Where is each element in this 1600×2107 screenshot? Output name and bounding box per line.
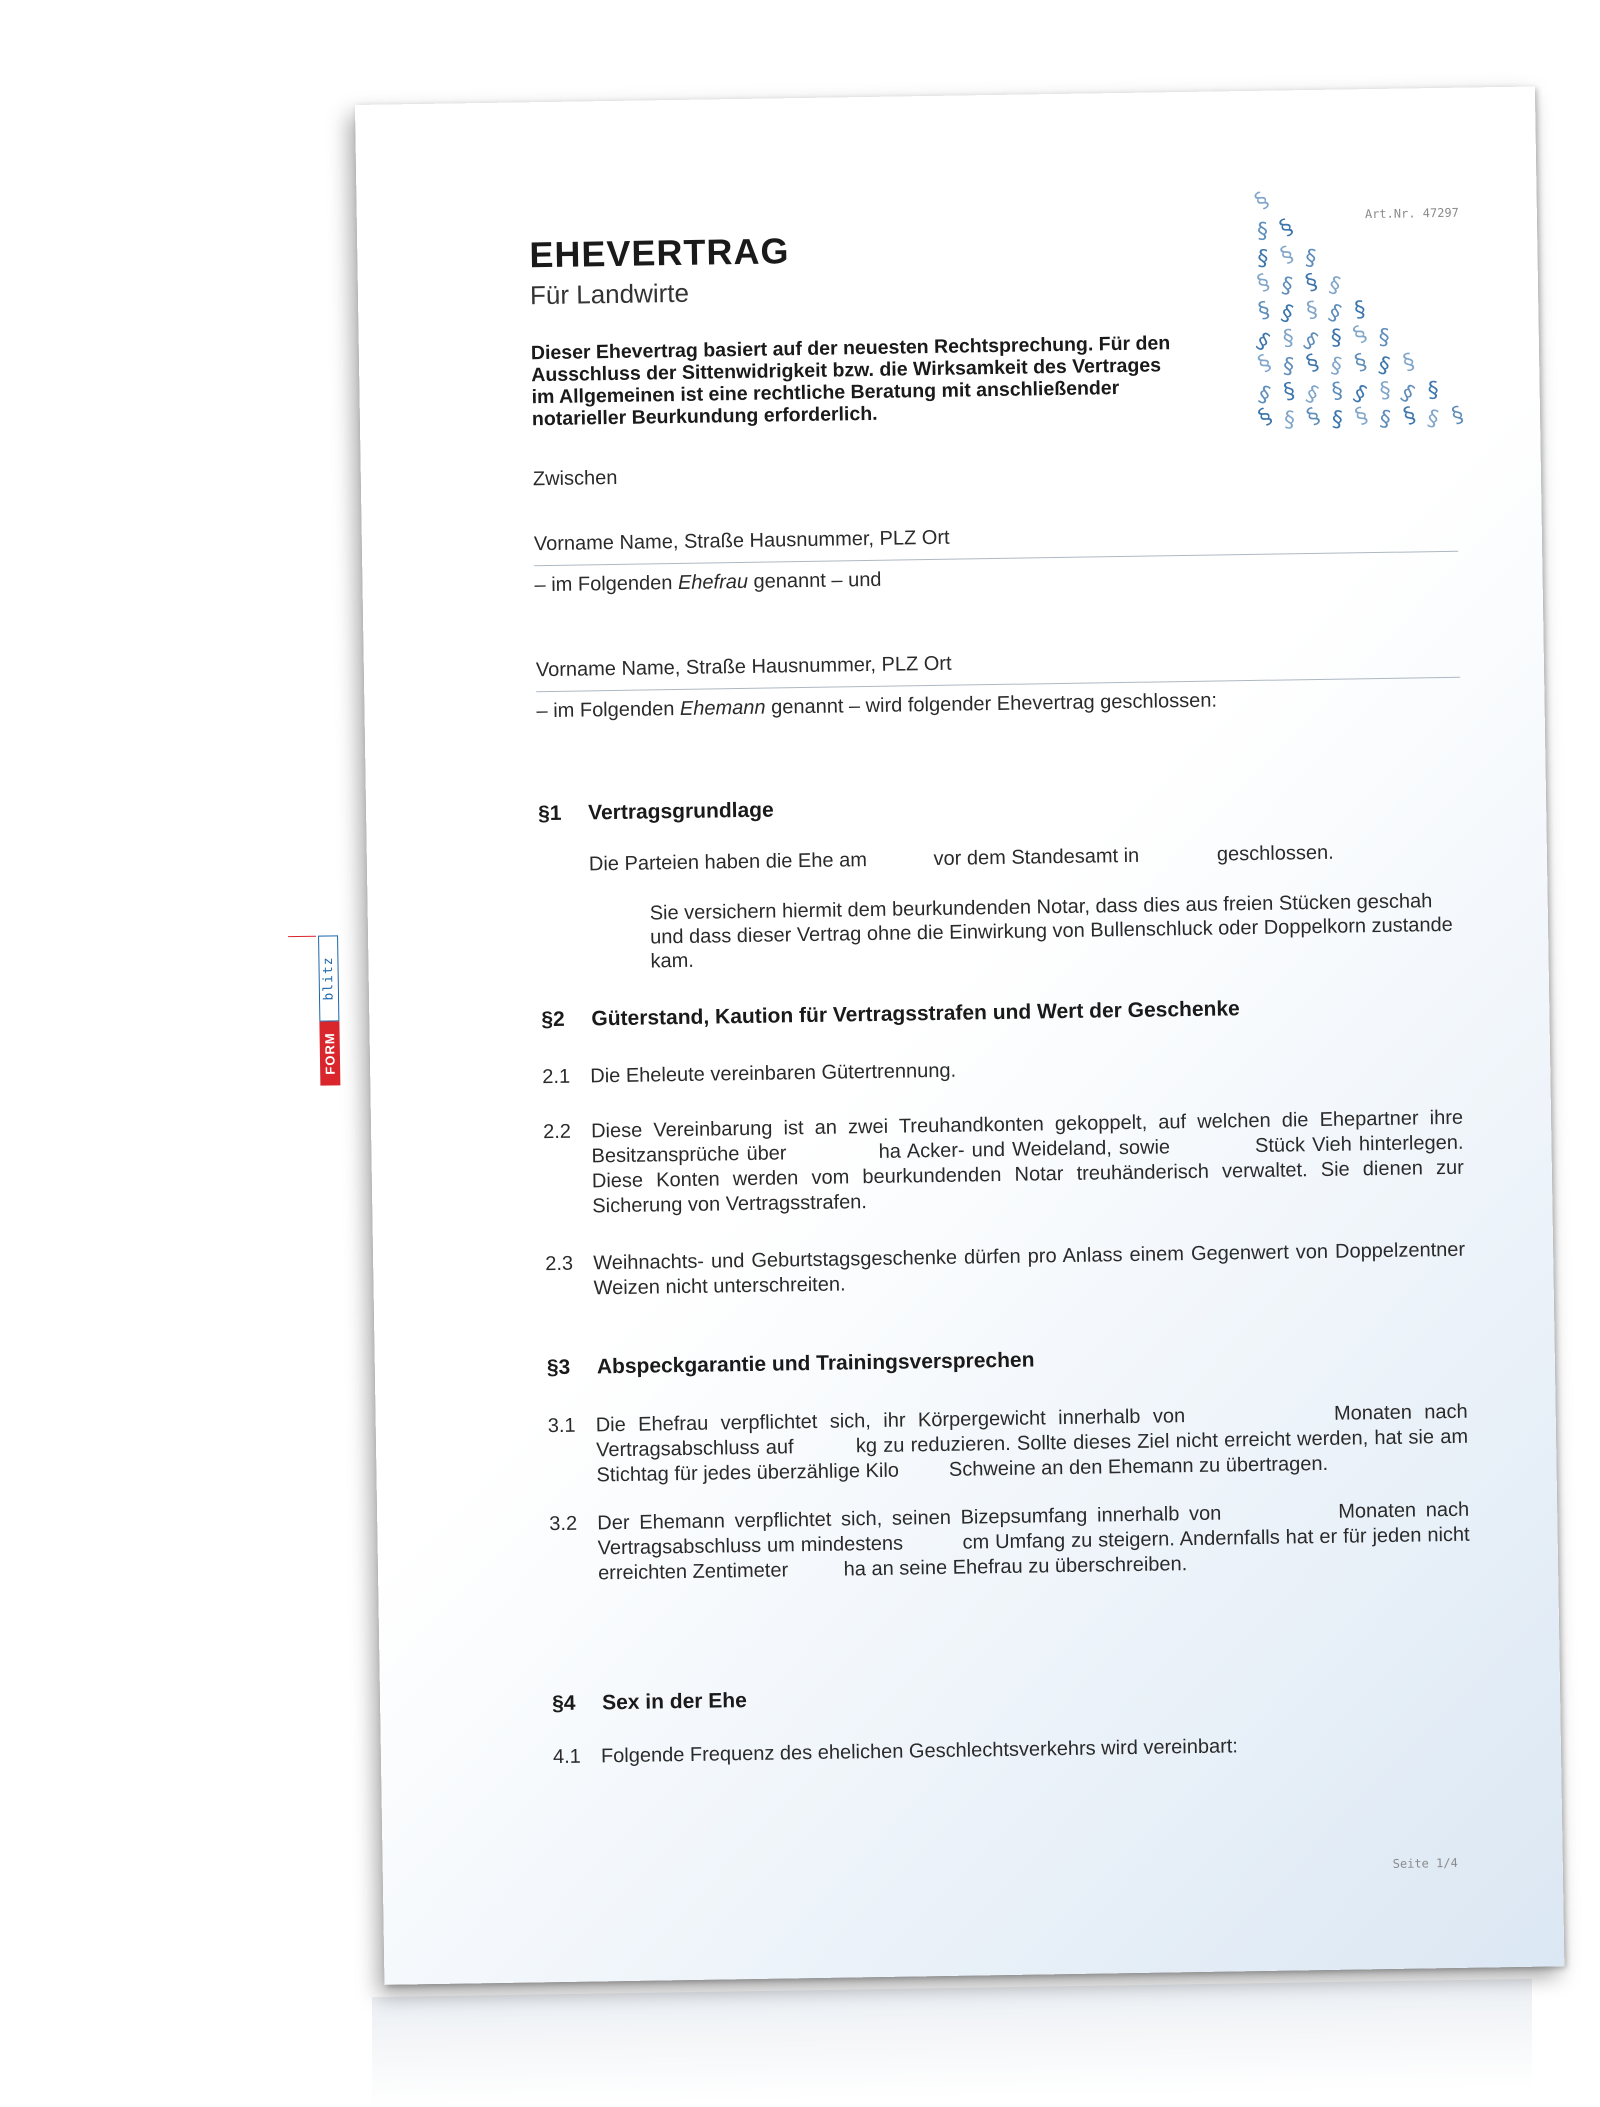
svg-text:§: §	[1378, 378, 1392, 404]
section-2-number: §2	[541, 1007, 565, 1032]
svg-text:§: §	[1330, 406, 1345, 433]
svg-text:§: §	[1424, 405, 1442, 433]
clause-3-1	[547, 1400, 1474, 1489]
svg-text:§: §	[1303, 245, 1319, 272]
svg-text:§: §	[1302, 349, 1324, 377]
clause-2-3-number: 2.3	[545, 1252, 574, 1276]
svg-text:§: §	[1253, 269, 1274, 297]
svg-text:§: §	[1348, 321, 1372, 349]
svg-text:§: §	[1302, 403, 1325, 431]
svg-text:§: §	[1277, 300, 1297, 328]
clause-2-2	[542, 1106, 1470, 1220]
intro-notice: Dieser Ehevertrag basiert auf der neuesten Rechtsprechung. Für den Ausschluss der Sittenwidrigkeit bzw. die Wirksamkeit des Vertrages im Allgemeinen ist eine rechtliche Beratung mit anschließender notarieller Beurkundung erforderlich.	[530, 332, 1171, 431]
formblitz-logo	[318, 935, 340, 1085]
svg-text:§: §	[1281, 353, 1296, 380]
svg-text:§: §	[1299, 327, 1322, 355]
clause-3-2-number: 3.2	[549, 1512, 578, 1536]
clause-2-3-text: Weihnachts- und Geburtstagsgeschenke dürfen pro Anlass einem Gegenwert von Doppelzentner Weizen nicht unterschreiten.	[593, 1238, 1466, 1300]
between-label: Zwischen	[532, 466, 618, 491]
clause-2-2-number: 2.2	[542, 1120, 572, 1144]
svg-text:§: §	[1254, 381, 1274, 409]
section-4-heading	[552, 1689, 747, 1716]
clause-2-1-text: Die Eheleute vereinbaren Gütertrennung.	[590, 1059, 957, 1088]
svg-text:§: §	[1399, 402, 1420, 430]
svg-text:§: §	[1324, 299, 1345, 328]
section-1-lead: Die Parteien haben die Ehe am vor dem Standesamt in geschlossen.	[588, 841, 1334, 876]
party2-role-name: Ehemann	[679, 696, 766, 720]
svg-text:§: §	[1325, 272, 1344, 300]
svg-text:§: §	[1255, 297, 1273, 325]
party2-address: Vorname Name, Straße Hausnummer, PLZ Ort	[535, 652, 952, 682]
section-4-number: §4	[551, 1691, 576, 1716]
page-number: Seite 1/4	[1392, 1855, 1458, 1871]
svg-text:§: §	[1281, 378, 1298, 406]
clause-2-1	[542, 1051, 1462, 1090]
section-3-heading	[547, 1348, 1035, 1380]
clause-3-1-text: Die Ehefrau verpflichtet sich, ihr Körpergewicht innerhalb von Monaten nach Vertragsabschluss auf kg zu reduzieren. Sollte dieses Ziel nicht erreicht werden, hat sie am Stichtag für jedes überzählige Kilo Schweine an den Ehemann zu übertragen.	[595, 1400, 1474, 1487]
clause-2-1-number: 2.1	[542, 1065, 571, 1089]
document-title: EHEVERTRAG	[529, 230, 790, 276]
article-number: Art.Nr. 47297	[1364, 205, 1459, 222]
section-1-text: Sie versichern hiermit dem beurkundenden Notar, dass dies aus freien Stücken geschah und dass dieser Vertrag ohne die Einwirkung von Bullenschluck oder Doppelkorn zustande kam.	[649, 890, 1453, 973]
clause-4-1-number: 4.1	[552, 1745, 581, 1769]
clause-2-3	[545, 1238, 1466, 1302]
svg-text:§: §	[1275, 214, 1298, 242]
svg-text:§: §	[1349, 380, 1371, 408]
paragraph-symbol-pattern-icon	[1244, 187, 1478, 451]
svg-text:§: §	[1399, 348, 1418, 376]
svg-text:§: §	[1278, 272, 1296, 300]
section-3-number: §3	[546, 1355, 571, 1380]
contract-page	[320, 86, 1564, 1984]
section-2-title: Güterstand, Kaution für Vertragsstrafen und Wert der Geschenke	[591, 997, 1240, 1031]
clause-3-2-text: Der Ehemann verpflichtet sich, seinen Bizepsumfang innerhalb von Monaten nach Vertragsabschluss um mindestens cm Umfang zu steigern. Andernfalls hat er für jeden nicht erreichten Zentimeter ha an seine Ehefrau zu überschreiben.	[597, 1498, 1476, 1585]
svg-text:§: §	[1301, 381, 1323, 409]
svg-text:§: §	[1351, 402, 1373, 430]
page-reflection	[372, 1979, 1532, 2107]
svg-text:§: §	[1427, 378, 1439, 404]
svg-text:§: §	[1256, 218, 1269, 245]
section-3-title: Abspeckgarantie und Trainingsversprechen	[596, 1348, 1035, 1379]
svg-text:§: §	[1352, 296, 1368, 324]
svg-text:§: §	[1250, 187, 1274, 215]
svg-text:§: §	[1330, 325, 1342, 351]
svg-text:§: §	[1302, 268, 1322, 297]
party1-role	[534, 568, 881, 597]
svg-text:§: §	[1329, 378, 1345, 405]
svg-text:§: §	[1253, 403, 1277, 431]
party1-role-suffix: genannt – und	[747, 568, 882, 593]
section-1-title: Vertragsgrundlage	[587, 798, 774, 825]
party1-address: Vorname Name, Straße Hausnummer, PLZ Ort	[533, 526, 950, 556]
svg-text:§: §	[1283, 407, 1296, 434]
logo-blitz-text: blitz	[320, 956, 337, 1001]
svg-text:§: §	[1256, 245, 1270, 272]
clause-3-2	[549, 1498, 1476, 1587]
svg-text:§: §	[1304, 297, 1320, 324]
party2-role-prefix: – im Folgenden	[536, 697, 681, 723]
section-2-heading	[541, 997, 1240, 1032]
svg-text:§: §	[1375, 352, 1393, 380]
svg-text:§: §	[1448, 401, 1467, 430]
clause-4-1	[553, 1731, 1473, 1770]
svg-text:§: §	[1377, 406, 1393, 433]
svg-text:§: §	[1276, 241, 1298, 269]
party2-role-suffix: genannt – wird folgender Ehevertrag geschlossen:	[765, 689, 1218, 719]
svg-text:§: §	[1351, 349, 1371, 377]
clause-3-1-number: 3.1	[547, 1414, 576, 1438]
svg-text:§: §	[1396, 380, 1419, 408]
logo-blitz-box	[318, 935, 339, 1021]
svg-text:§: §	[1251, 328, 1274, 356]
party1-role-name: Ehefrau	[677, 570, 749, 594]
logo-form-text: FORM	[322, 1032, 338, 1075]
logo-accent-line	[288, 936, 316, 937]
clause-2-2-text: Diese Vereinbarung ist an zwei Treuhandkonten gekoppelt, auf welchen die Ehepartner ihre Besitzansprüche über ha Acker- und Weideland, sowie Stück Vieh hinterlegen. Diese Konten werden vom beurkundenden Notar treuhänderisch verwaltet. Sie dienen zur Sicherung von Vertragsstrafen.	[590, 1106, 1470, 1218]
section-1-heading	[538, 799, 774, 827]
document-subtitle: Für Landwirte	[529, 277, 690, 311]
svg-text:§: §	[1328, 352, 1345, 380]
clause-4-1-text: Folgende Frequenz des ehelichen Geschlechtsverkehrs wird vereinbart:	[600, 1735, 1239, 1768]
section-4-title: Sex in der Ehe	[601, 1689, 748, 1715]
svg-text:§: §	[1253, 349, 1276, 378]
svg-text:§: §	[1282, 325, 1295, 352]
party2-role	[536, 689, 1217, 724]
section-1-number: §1	[537, 801, 562, 826]
logo-form-box	[319, 1021, 340, 1085]
svg-text:§: §	[1377, 324, 1391, 351]
party1-role-prefix: – im Folgenden	[534, 571, 679, 597]
